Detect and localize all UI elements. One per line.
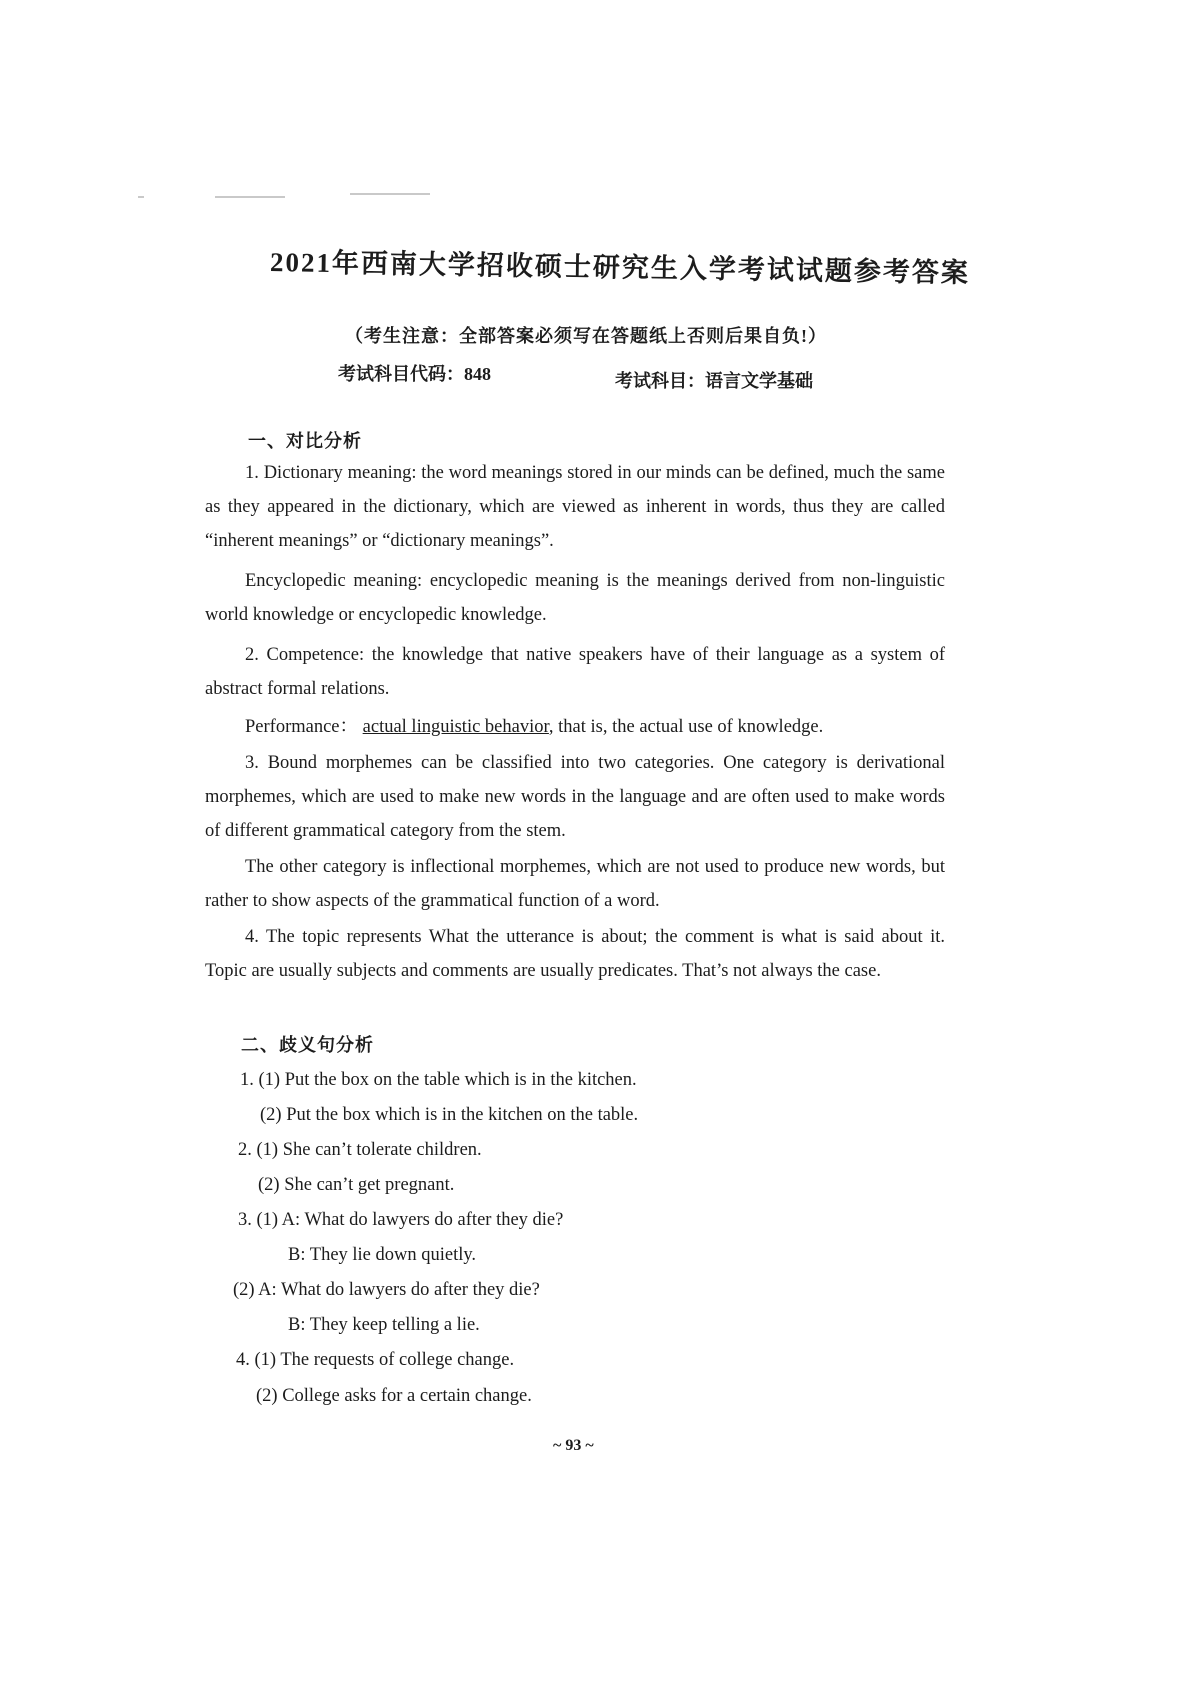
subject-name-value: 语言文学基础 [705,371,813,391]
ambiguity-answer-line: (2) She can’t get pregnant. [258,1175,455,1195]
section-1-body [205,456,945,988]
scan-artifact [350,193,430,195]
ambiguity-answer-line: 2. (1) She can’t tolerate children. [238,1140,482,1160]
exam-notice: （考生注意：全部答案必须写在答题纸上否则后果自负!） [345,326,827,346]
subject-code [338,360,491,386]
answer-paragraph: 4. The topic represents What the utterance is about; the comment is what is said about it. Topic are usually subjects and comments are usually predicates. That’s not always the case. [205,927,945,981]
answer-paragraph: 3. Bound morphemes can be classified into two categories. One category is derivational morphemes, which are used to make new words in the language and are often used to make words of different grammatical category from the stem. [205,753,945,841]
answer-paragraph: Encyclopedic meaning: encyclopedic meaning is the meanings derived from non-linguistic world knowledge or encyclopedic knowledge. [205,571,945,625]
answer-paragraph: 1. Dictionary meaning: the word meanings stored in our minds can be defined, much the same as they appeared in the dictionary, which are viewed as inherent in words, thus they are called “inherent meanings” or “dictionary meanings”. [205,463,945,551]
ambiguity-answer-line: B: They keep telling a lie. [288,1315,480,1335]
scan-artifact [215,196,285,198]
subject-code-label: 考试科目代码： [338,364,464,384]
answer-text: , that is, the actual use of knowledge. [548,717,824,737]
page-number: ~ 93 ~ [553,1437,594,1454]
ambiguity-answer-line: B: They lie down quietly. [288,1245,477,1265]
term-label: Performance： [245,717,359,737]
ambiguity-answer-line: 4. (1) The requests of college change. [236,1350,515,1370]
section-heading: 一、对比分析 [248,431,362,451]
ambiguity-answer-line: (2) A: What do lawyers do after they die? [233,1280,540,1300]
ambiguity-answer-line: 3. (1) A: What do lawyers do after they die? [238,1210,564,1230]
subject-code-value: 848 [464,364,491,384]
answer-paragraph [205,710,945,744]
subject-name [615,367,813,393]
scan-artifact [138,196,144,198]
underlined-phrase: actual linguistic behavior [362,717,549,737]
ambiguity-answer-line: (2) Put the box which is in the kitchen on the table. [260,1105,639,1125]
answer-paragraph: The other category is inflectional morphemes, which are not used to produce new words, but rather to show aspects of the grammatical function of a word. [205,857,945,911]
section-heading: 二、歧义句分析 [241,1035,374,1055]
ambiguity-answer-line: 1. (1) Put the box on the table which is in the kitchen. [240,1070,637,1090]
page-title: 2021年西南大学招收硕士研究生入学考试试题参考答案 [269,247,971,288]
answer-paragraph: 2. Competence: the knowledge that native speakers have of their language as a system of abstract formal relations. [205,645,945,699]
ambiguity-answer-line: (2) College asks for a certain change. [256,1386,532,1406]
subject-name-label: 考试科目： [615,371,705,391]
